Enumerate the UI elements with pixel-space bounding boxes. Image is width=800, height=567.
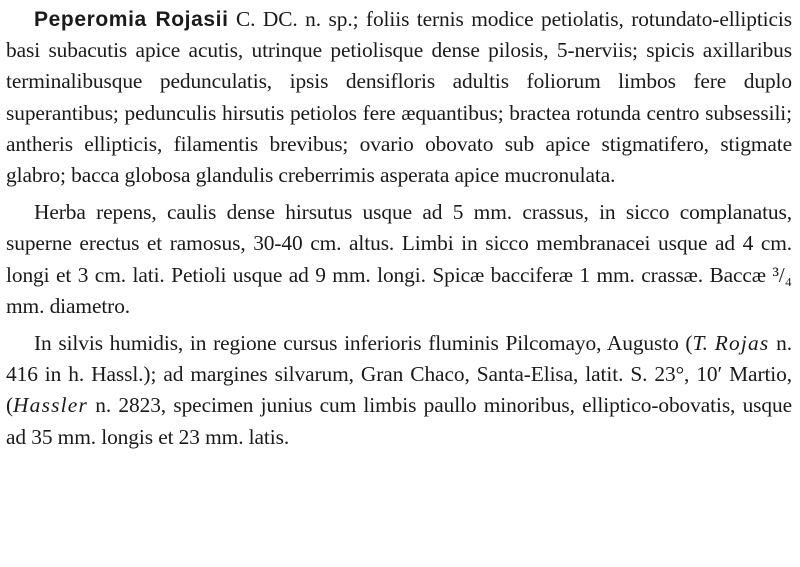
description-paragraph — [6, 197, 792, 322]
locality-text-3: n. 2823, — [95, 393, 167, 418]
locality-text-2: n. 416 in h. Hassl.); ad margines silvarum, Gran Chaco, Santa-Elisa, latit. S. 23°, 10′ Martio, ( — [6, 331, 793, 418]
collector-name-rojas: Rojas — [714, 331, 770, 356]
locality-paragraph — [6, 328, 792, 453]
description-text-end: mm. diametro. — [6, 293, 131, 318]
berry-diameter-fraction: ³/₄ — [772, 262, 792, 287]
locality-text-4: specimen junius cum limbis paullo minoribus, elliptico-obovatis, usque ad 35 mm. longis et 23 mm. latis. — [6, 393, 792, 449]
locality-text-1: In silvis humidis, in regione cursus inferioris fluminis Pilcomayo, Augusto ( — [34, 331, 693, 356]
species-author: C. DC. n. sp.; — [236, 7, 359, 31]
collector-initial: T. — [692, 331, 708, 356]
description-text: Herba repens, caulis dense hirsutus usque ad 5 mm. crassus, in sicco complanatus, superne erectus et ramosus, 30-40 cm. altus. Limbi in sicco membranacei usque ad 4 cm. longi et 3 cm. lati. Petioli usque ad 9 mm. longi. Spicæ bacciferæ 1 mm. crassæ. Baccæ — [6, 200, 792, 287]
species-name: Peperomia Rojasii — [34, 8, 229, 31]
collector-name-hassler: Hassler — [13, 393, 88, 418]
diagnosis-text: foliis ternis modice petiolatis, rotundato-ellipticis basi subacutis apice acutis, utrinque petiolisque dense pilosis, 5-nerviis; spicis axillaribus terminalibusque pedunculatis, ipsis densifloris adultis foliorum limbos fere duplo superantibus; pedunculis hirsutis petiolos fere æquantibus; bractea rotunda centro subsessili; antheris ellipticis, filamentis brevibus; ovario obovato sub apice stigmatifero, stigmate glabro; bacca globosa glandulis creberrimis asperata apice mucronulata. — [6, 7, 792, 188]
diagnosis-paragraph — [6, 4, 792, 191]
